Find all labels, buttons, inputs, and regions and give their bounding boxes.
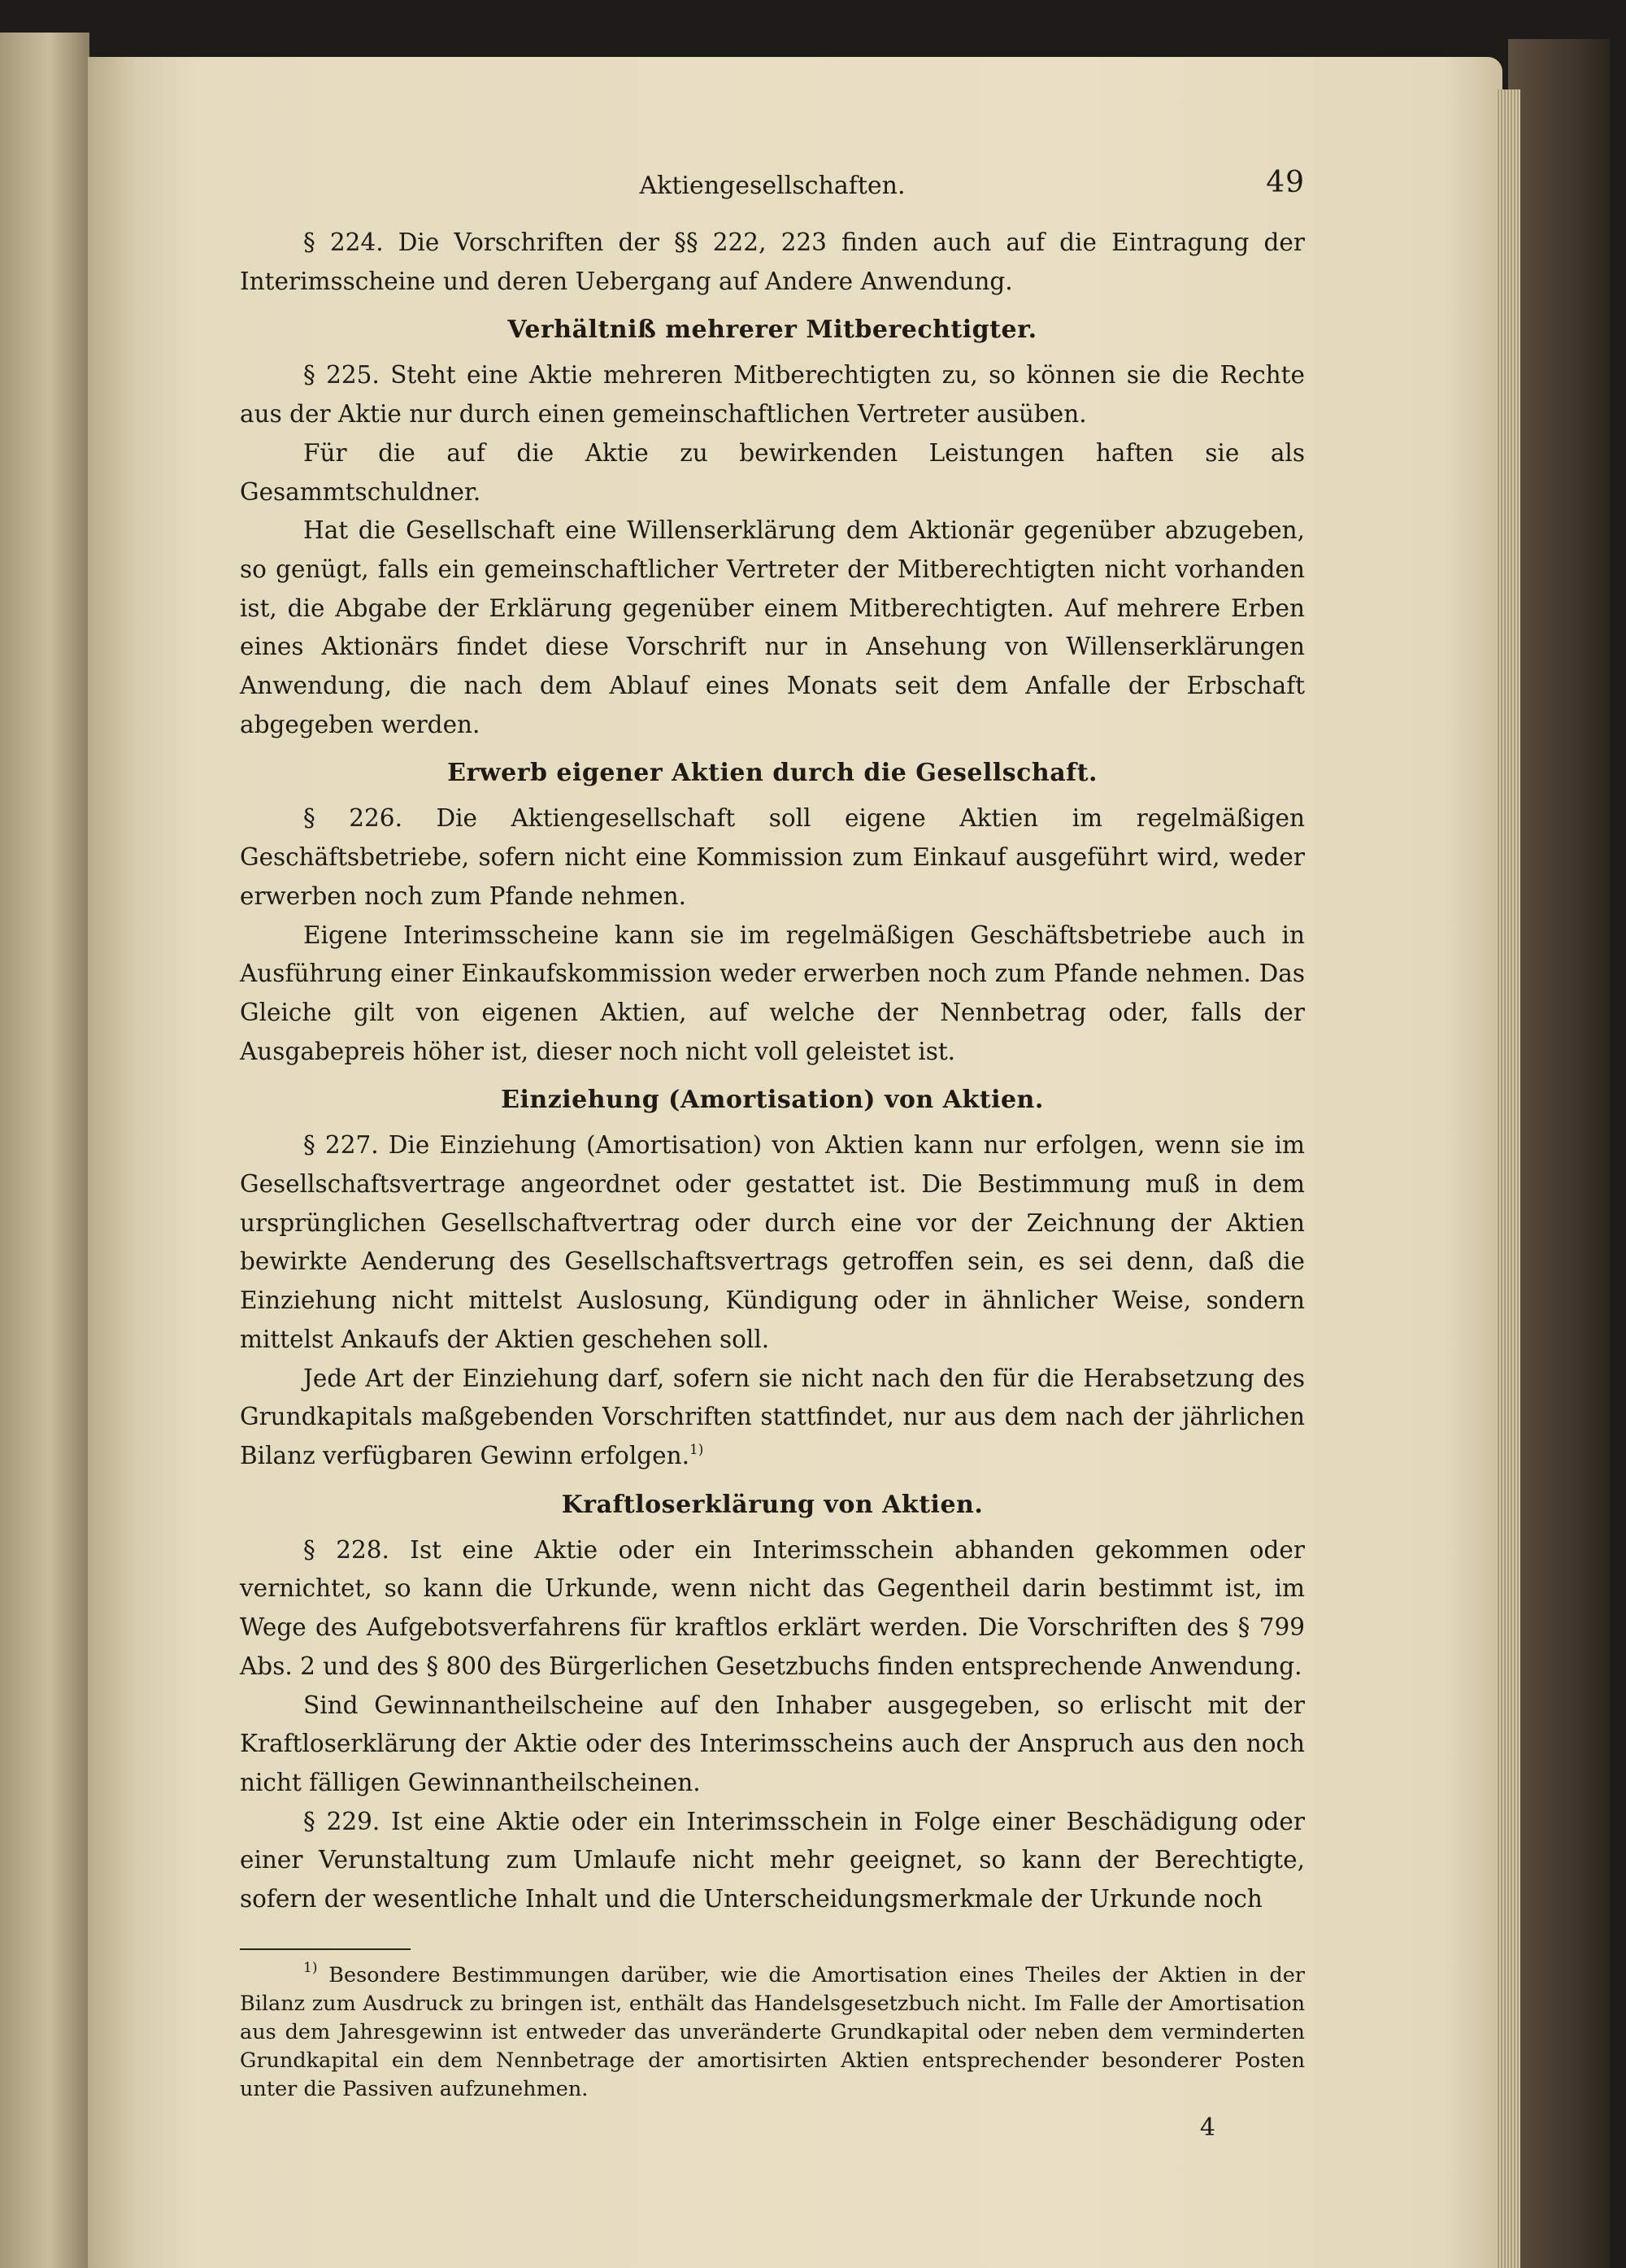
facing-page-edge xyxy=(0,33,89,2268)
paragraph-228: § 228. Ist eine Aktie oder ein Interimsschein abhanden gekommen oder vernichtet, so kann die Urkunde, wenn nicht das Gegentheil darin bestimmt ist, im Wege des Aufgebotsverfahrens für kraftlos erklärt werden. Die Vorschriften des § 799 Abs. 2 und des § 800 des Bürgerlichen Gesetzbuchs finden entsprechende Anwendung. xyxy=(240,1535,1305,1680)
footnote-divider xyxy=(240,1948,411,1950)
running-title: Aktiengesellschaften. xyxy=(639,172,906,200)
section-heading-mitberechtigte: Verhältniß mehrerer Mitberechtigter. xyxy=(507,316,1037,345)
signature-mark: 4 xyxy=(1199,2113,1215,2142)
paragraph-226-interimsscheine: Eigene Interimsscheine kann sie im regelmäßigen Geschäftsbetriebe auch in Ausführung einer Einkaufskommission weder erwerben noch zum Pfande nehmen. Das Gleiche gilt von eigenen Aktien, auf welche der Nennbetrag oder, falls der Ausgabepreis höher ist, dieser noch nicht voll geleistet ist. xyxy=(240,921,1305,1065)
footnote xyxy=(240,1961,1305,2104)
section-heading-erwerb: Erwerb eigener Aktien durch die Gesellschaft. xyxy=(447,759,1098,788)
paragraph-228-gewinnantheilscheine: Sind Gewinnantheilscheine auf den Inhaber ausgegeben, so erlischt mit der Kraftloserklärung der Aktie oder des Interimsscheins auch der Anspruch aus den noch nicht fälligen Gewinnantheilscheinen. xyxy=(240,1691,1305,1796)
footnote-marker: 1) xyxy=(303,1959,318,1976)
page-edges xyxy=(1496,89,1520,2268)
book-cover-board xyxy=(1508,39,1610,2268)
paragraph-224: § 224. Die Vorschriften der §§ 222, 223 finden auch auf die Eintragung der Interimsscheine und deren Uebergang auf Andere Anwendung. xyxy=(240,229,1305,295)
footnote-text: Besondere Bestimmungen darüber, wie die Amortisation eines Theiles der Aktien in der Bilanz zum Ausdruck zu bringen ist, enthält das Handelsgesetzbuch nicht. Im Falle der Amortisation aus dem Jahresgewinn ist entweder das unveränderte Grundkapital oder neben dem verminderten Grundkapital ein dem Nennbetrage der amortisirten Aktien entsprechender besonderer Posten unter die Passiven aufzunehmen. xyxy=(240,1962,1305,2101)
paragraph-227-einziehung-art xyxy=(240,1360,1305,1476)
page-header xyxy=(240,167,1305,215)
page-number: 49 xyxy=(1266,166,1305,199)
paragraph-225: § 225. Steht eine Aktie mehreren Mitberechtigten zu, so können sie die Rechte aus der Aktie nur durch einen gemeinschaftlichen Vertreter ausüben. xyxy=(240,361,1305,429)
paragraph-227-text: Jede Art der Einziehung darf, sofern sie nicht nach den für die Herabsetzung des Grundkapitals maßgebenden Vorschriften stattfindet, nur aus dem nach der jährlichen Bilanz verfügbaren Gewinn erfolgen. xyxy=(240,1364,1305,1469)
page-content xyxy=(240,167,1305,2147)
section-heading-kraftloserklaerung: Kraftloserklärung von Aktien. xyxy=(561,1490,984,1519)
paragraph-225-willenserklaerung: Hat die Gesellschaft eine Willenserklärung dem Aktionär gegenüber abzugeben, so genügt, falls ein gemeinschaftlicher Vertreter der Mitberechtigten nicht vorhanden ist, die Abgabe der Erklärung gegenüber einem Mitberechtigten. Auf mehrere Erben eines Aktionärs findet diese Vorschrift nur in Ansehung von Willenserklärungen Anwendung, die nach dem Ablauf eines Monats seit dem Anfalle der Erbschaft abgegeben werden. xyxy=(240,516,1305,738)
paragraph-225-gesammtschuldner: Für die auf die Aktie zu bewirkenden Leistungen haften sie als Gesammtschuldner. xyxy=(240,438,1305,506)
footnote-reference: 1) xyxy=(689,1441,704,1458)
paragraph-226: § 226. Die Aktiengesellschaft soll eigene Aktien im regelmäßigen Geschäftsbetriebe, sofern nicht eine Kommission zum Einkauf ausgeführt wird, weder erwerben noch zum Pfande nehmen. xyxy=(240,804,1305,910)
section-heading-einziehung: Einziehung (Amortisation) von Aktien. xyxy=(501,1086,1044,1115)
paragraph-227: § 227. Die Einziehung (Amortisation) von Aktien kann nur erfolgen, wenn sie im Gesellschaftsvertrage angeordnet oder gestattet ist. Die Bestimmung muß in dem ursprünglichen Gesellschaftvertrag oder durch eine vor der Zeichnung der Aktien bewirkte Aenderung des Gesellschaftsvertrags getroffen sein, es sei denn, daß die Einziehung nicht mittelst Auslosung, Kündigung oder in ähnlicher Weise, sondern mittelst Ankaufs der Aktien geschehen soll. xyxy=(240,1131,1305,1353)
paragraph-229: § 229. Ist eine Aktie oder ein Interimsschein in Folge einer Beschädigung oder einer Verunstaltung zum Umlaufe nicht mehr geeignet, so kann der Berechtigte, sofern der wesentliche Inhalt und die Unterscheidungsmerkmale der Urkunde noch xyxy=(240,1807,1305,1913)
